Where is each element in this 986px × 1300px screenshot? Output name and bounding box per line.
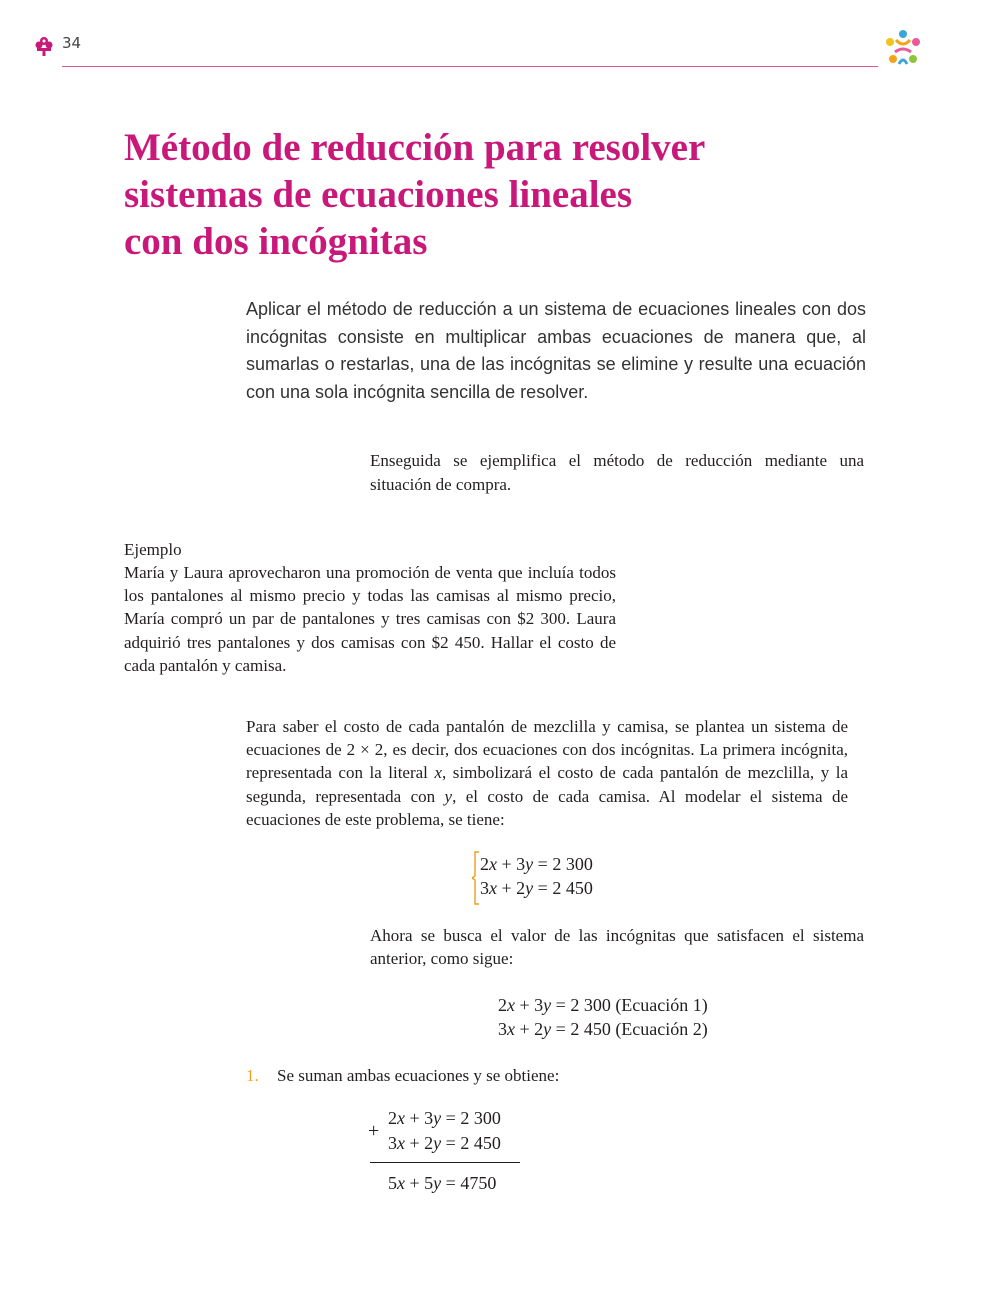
sum-row-1: 2x + 3y = 2 300 (388, 1108, 501, 1128)
method-paragraph: Ahora se busca el valor de las incógnitas que satisfacen el sistema anterior, como sigue: (370, 926, 864, 969)
system-equation-1: 2x + 3y = 2 300 (480, 854, 593, 874)
para-text-2: , simbolizará el costo de cada pantalón de mezclilla, y la segunda, representada con (246, 763, 848, 806)
page-title (124, 124, 884, 265)
note-paragraph: Enseguida se ejemplifica el método de reducción mediante una situación de compra. (370, 451, 864, 494)
para-text-3: , el costo de cada camisa. Al modelar el sistema de ecuaciones de este problema, se tiene: (246, 786, 849, 829)
step-text: Se suman ambas ecuaciones y se obtiene: (277, 1066, 560, 1085)
var-y: y (444, 786, 453, 806)
sum-addends (388, 1106, 501, 1156)
title-line-1: Método de reducción para resolver (124, 126, 706, 169)
labeled-equation-1: 2x + 3y = 2 300 (Ecuación 1) (498, 995, 708, 1015)
sum-result: 5x + 5y = 4750 (388, 1173, 497, 1193)
title-line-3: con dos incógnitas (124, 220, 428, 263)
header-rule (62, 66, 878, 67)
labeled-equation-2: 3x + 2y = 2 450 (Ecuación 2) (498, 1018, 708, 1039)
plus-operator: + (368, 1120, 380, 1142)
system-brace (472, 851, 480, 905)
sum-row-2: 3x + 2y = 2 450 (388, 1133, 501, 1153)
step-number: 1. (246, 1066, 259, 1085)
sum-rule (370, 1162, 520, 1163)
equation-1-label: (Ecuación 1) (615, 995, 708, 1015)
people-circle-logo (880, 26, 926, 70)
intro-paragraph: Aplicar el método de reducción a un sistema de ecuaciones lineales con dos incógnitas consiste en multiplicar ambas ecuaciones de manera que, al sumarlas o restarlas, una de las incógnitas se elimine y resulte una ecuación con una sola incógnita sencilla de resolver. (246, 299, 866, 402)
example-label: Ejemplo (124, 540, 182, 559)
title-line-2: sistemas de ecuaciones lineales (124, 173, 633, 216)
var-x: x (434, 763, 442, 783)
page-number: 34 (62, 34, 82, 52)
example-body: María y Laura aprovecharon una promoción de venta que incluía todos los pantalones al mismo precio y todas las camisas al mismo precio, María compró un par de pantalones y tres camisas con $2 300. Laura adquirió tres pantalones y dos camisas con $2 450. Hallar el costo de cada pantalón y camisa. (124, 563, 616, 675)
equation-system (480, 853, 593, 900)
system-equation-2: 3x + 2y = 2 450 (480, 877, 593, 898)
equation-2-label: (Ecuación 2) (615, 1018, 708, 1039)
labeled-equations (498, 994, 708, 1041)
para-text-1: Para saber el costo de cada pantalón de mezclilla y camisa, se plantea un sistema de ecuaciones de 2 × 2, es decir, dos ecuaciones con dos incógnitas. La primera incógnita, representada con la literal (246, 717, 848, 783)
flower-ornament-icon (34, 34, 54, 56)
system-explanation (246, 715, 848, 831)
